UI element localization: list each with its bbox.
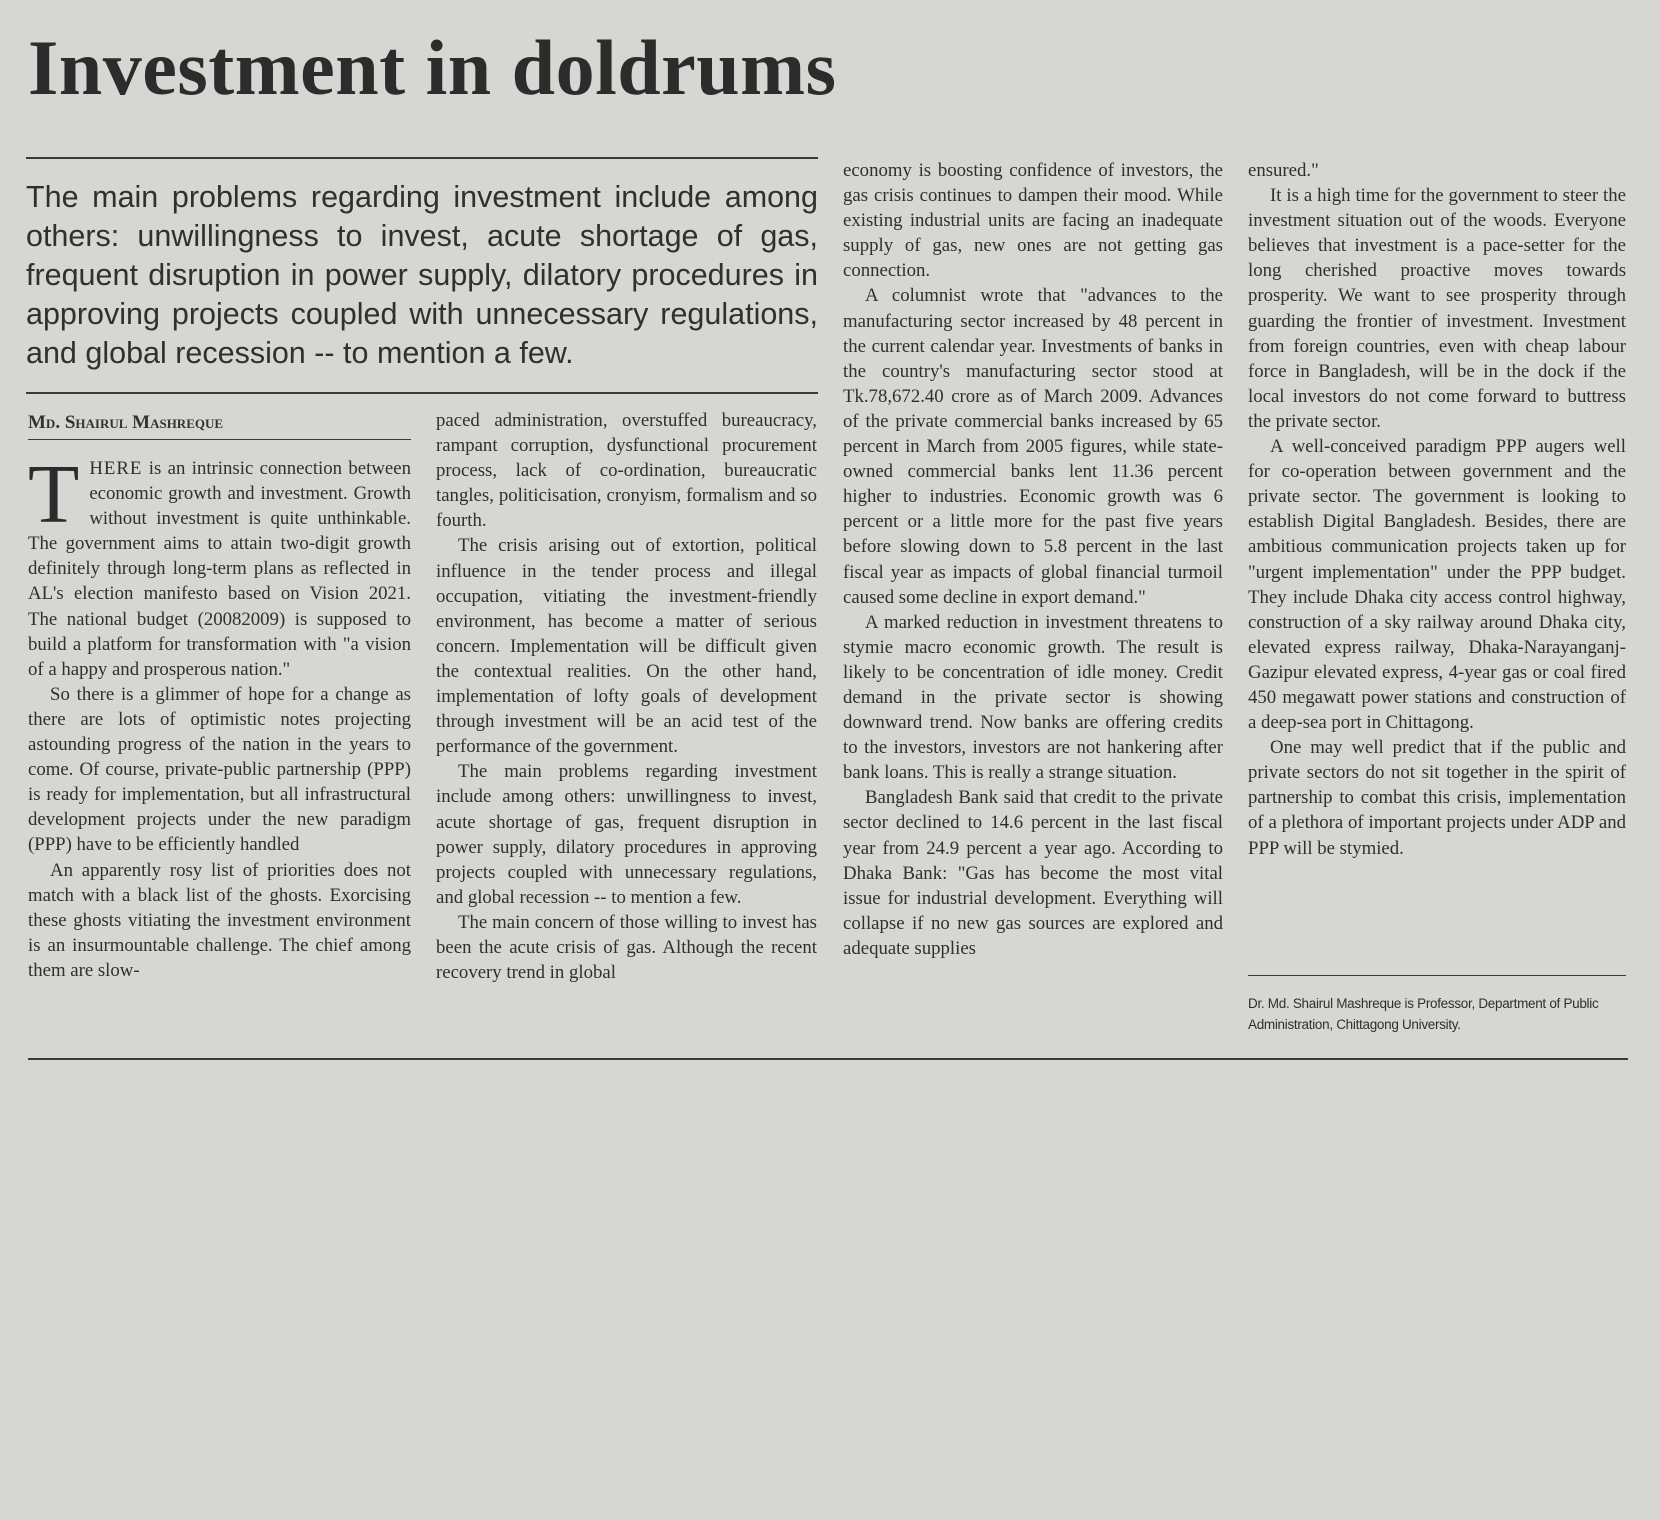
- page-bottom-rule: [28, 1058, 1628, 1060]
- article-paragraph: A marked reduction in investment threatens to stymie macro economic growth. The result is likely to be concentration of idle money. Credit demand in the private sector is showing downward trend. Now banks are offering credits to the investors, investors are not hankering after bank loans. This is really a strange situation.: [843, 611, 1223, 784]
- article-paragraph: A well-conceived paradigm PPP augers well for co-operation between government and the private sector. The government is looking to establish Digital Bangladesh. Besides, there are ambitious communication projects taken up for "urgent implementation" under the PPP budget. They include Dhaka city access control highway, construction of a sky railway around Dhaka city, elevated express railway, Dhaka-Narayanganj-Gazipur elevated express, 4-year gas or coal fired 450 megawatt power stations and construction of a deep-sea port in Chittagong.: [1248, 436, 1626, 734]
- paragraph-text: is an intrinsic connection between economic growth and investment. Growth without investment is quite unthinkable. The government aims to attain two-digit growth definitely through long-term plans as reflected in AL's election manifesto based on Vision 2021. The national budget (20082009) is supposed to build a platform for transformation with "a vision of a happy and prosperous nation.": [28, 458, 411, 680]
- lead-in: HERE: [89, 458, 143, 479]
- byline-rule: [28, 439, 411, 440]
- deck-summary: The main problems regarding investment include among others: unwillingness to invest, acute shortage of gas, frequent disruption in power supply, dilatory procedures in approving projects coupled with unnecessary regulations, and global recession -- to mention a few.: [26, 180, 818, 370]
- article-paragraph: It is a high time for the government to steer the investment situation out of the woods. Everyone believes that investment is a pace-setter for the long cherished proactive moves towards prosperity. We want to see prosperity through guarding the frontier of investment. Investment from foreign countries, even with cheap labour force in Bangladesh, will be in the dock if the local investors do not come forward to buttress the private sector.: [1248, 185, 1626, 432]
- article-paragraph: An apparently rosy list of priorities does not match with a black list of the ghosts. Exorcising these ghosts vitiating the investment environment is an insurmountable challenge. The chief among them are slow-: [28, 859, 411, 981]
- article-paragraph: ensured.": [1248, 160, 1319, 181]
- article-paragraph: [28, 448, 411, 682]
- deck-top-rule: [26, 157, 818, 159]
- article-paragraph: The main concern of those willing to invest has been the acute crisis of gas. Although the recent recovery trend in global: [436, 911, 817, 984]
- article-paragraph: One may well predict that if the public and private sectors do not sit together in the spirit of partnership to combat this crisis, implementation of a plethora of important projects under ADP and PPP will be stymied.: [1248, 737, 1626, 859]
- author-note-rule: [1248, 975, 1626, 976]
- article-paragraph: A columnist wrote that "advances to the manufacturing sector increased by 48 percent in the current calendar year. Investments of banks in the country's manufacturing sector stood at Tk.78,672.40 crore as of March 2009. Advances of the private commercial banks increased by 65 percent in March from 2005 figures, while state-owned commercial banks lent 11.36 percent higher to industries. Economic growth was 6 percent or a little more for the past five years before slowing down to 5.8 percent in the last fiscal year as impacts of global financial turmoil caused some decline in export demand.": [843, 285, 1223, 608]
- headline: Investment in doldrums: [28, 24, 837, 111]
- author-note: Dr. Md. Shairul Mashreque is Professor, Department of Public Administration, Chittagong University.: [1248, 996, 1599, 1032]
- deck-bottom-rule: [26, 392, 818, 394]
- article-paragraph: The main problems regarding investment include among others: unwillingness to invest, acute shortage of gas, frequent disruption in power supply, dilatory procedures in approving projects coupled with unnecessary regulations, and global recession -- to mention a few.: [436, 761, 817, 908]
- byline: Md. Shairul Mashreque: [28, 412, 224, 433]
- article-paragraph: So there is a glimmer of hope for a change as there are lots of optimistic notes projecting astounding progress of the nation in the years to come. Of course, private-public partnership (PPP) is ready for implementation, but all infrastructural development projects under the new paradigm (PPP) have to be efficiently handled: [28, 683, 411, 856]
- article-paragraph: paced administration, overstuffed bureaucracy, rampant corruption, dysfunctional procurement process, lack of co-ordination, bureaucratic tangles, politicisation, cronyism, formalism and so fourth.: [436, 410, 817, 532]
- column-3: [843, 158, 1223, 1222]
- article-paragraph: Bangladesh Bank said that credit to the private sector declined to 14.6 percent in the last fiscal year from 24.9 percent a year ago. According to Dhaka Bank: "Gas has become the most vital issue for industrial development. Everything will collapse if no new gas sources are explored and adequate supplies: [843, 787, 1223, 959]
- article-paragraph: The crisis arising out of extortion, political influence in the tender process and illegal occupation, vitiating the investment-friendly environment, has become a matter of serious concern. Implementation will be difficult given the contextual realities. On the other hand, implementation of lofty goals of development through investment will be an acid test of the performance of the government.: [436, 535, 817, 758]
- column-4: [1248, 158, 1626, 1222]
- article-paragraph: economy is boosting confidence of investors, the gas crisis continues to dampen their mood. While existing industrial units are facing an inadequate supply of gas, new ones are not getting gas connection.: [843, 160, 1223, 282]
- drop-cap: T: [28, 448, 80, 541]
- column-1: [28, 448, 411, 1520]
- column-2: [436, 408, 817, 1472]
